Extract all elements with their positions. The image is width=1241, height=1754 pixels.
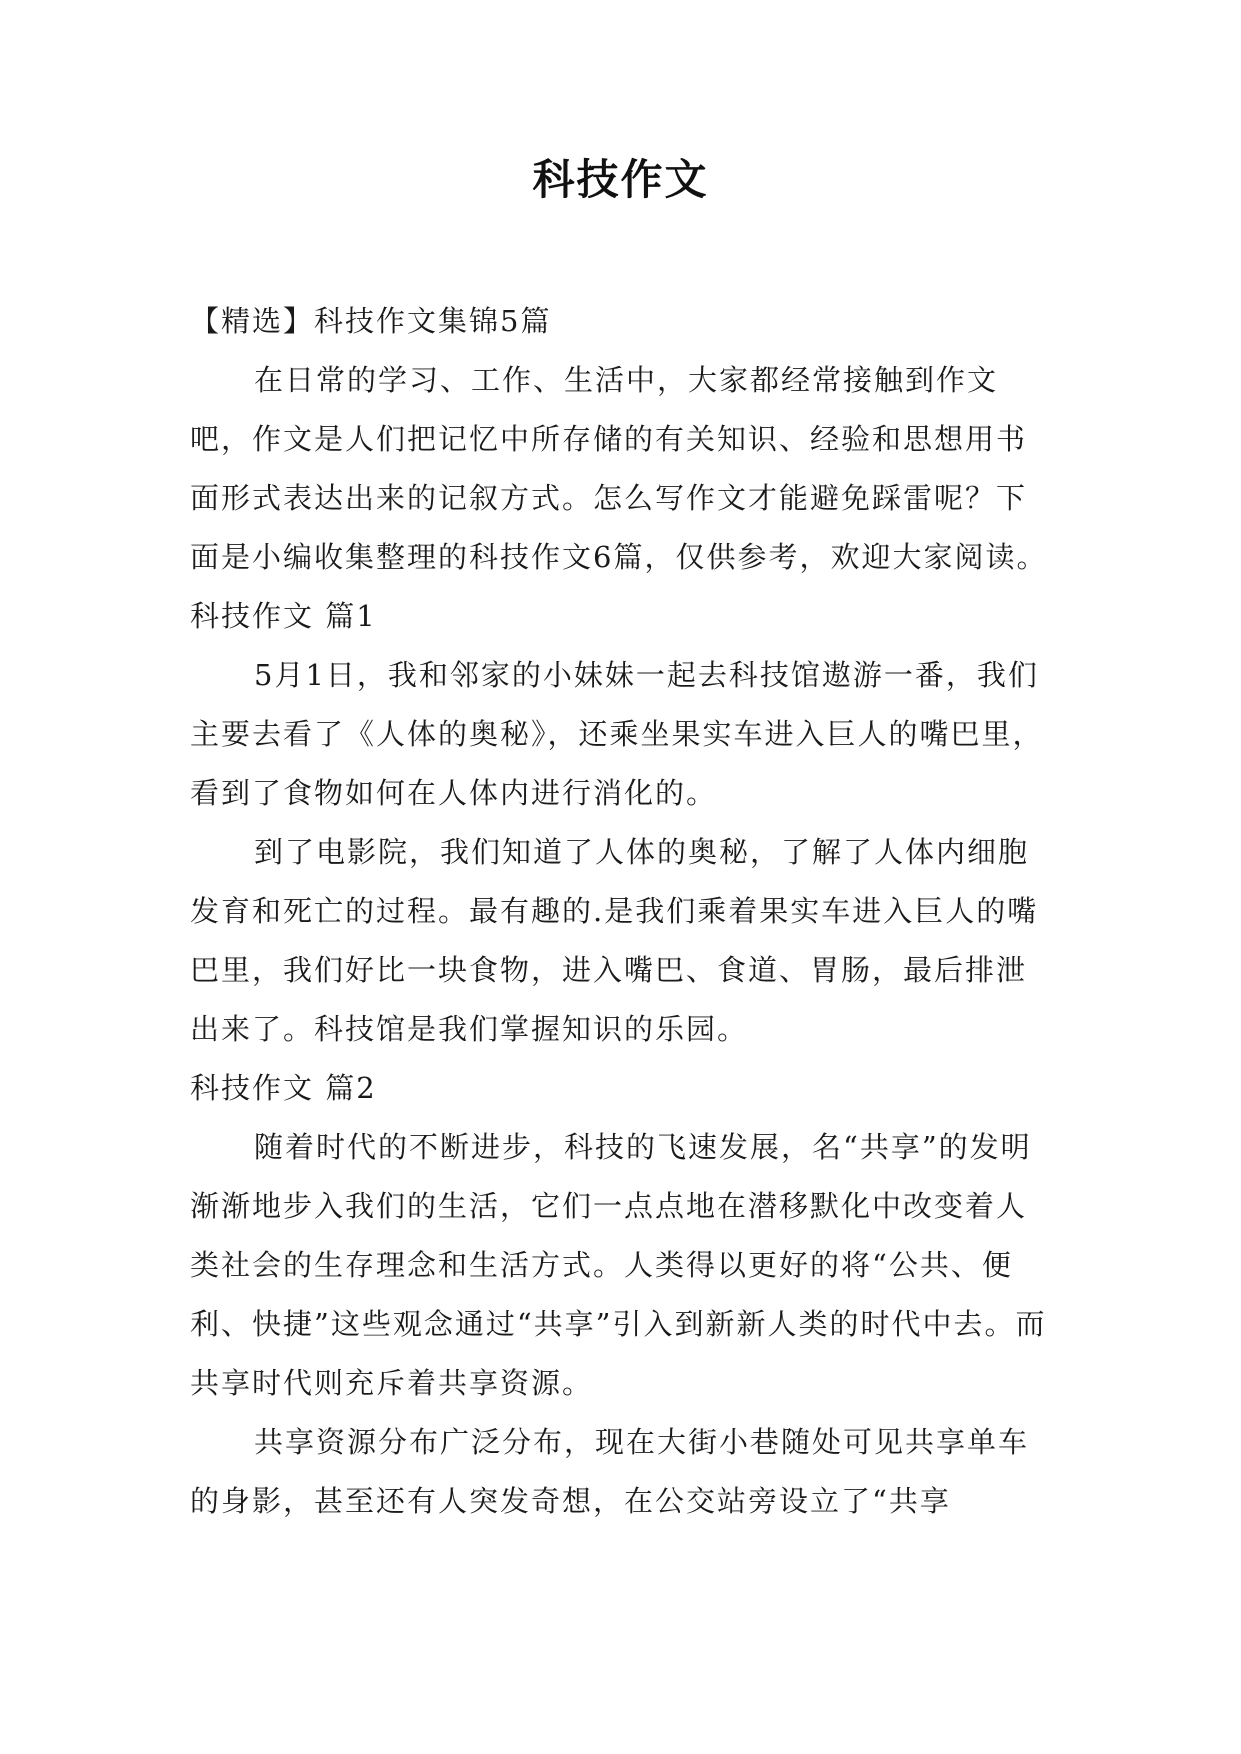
section-paragraph: 随着时代的不断进步，科技的飞速发展，名“共享”的发明渐渐地步入我们的生活，它们一点点地在潜移默化中改变着人类社会的生存理念和生活方式。人类得以更好的将“公共、便利、快捷”这些观念通过“共享”引入到新新人类的时代中去。而共享时代则充斥着共享资源。 — [190, 1130, 1047, 1400]
document-title: 科技作文 — [532, 155, 709, 204]
intro-paragraph: 在日常的学习、工作、生活中，大家都经常接触到作文吧，作文是人们把记忆中所存储的有关知识、经验和思想用书面形式表达出来的记叙方式。怎么写作文才能避免踩雷呢？下面是小编收集整理的科技作文6篇，仅供参考，欢迎大家阅读。 — [190, 363, 1048, 574]
section-heading: 科技作文 篇2 — [190, 1071, 377, 1105]
section-paragraph: 5月1日，我和邻家的小妹妹一起去科技馆遨游一番，我们主要去看了《人体的奥秘》，还乘坐果实车进入巨人的嘴巴里，看到了食物如何在人体内进行消化的。 — [190, 658, 1044, 810]
section-paragraph: 到了电影院，我们知道了人体的奥秘，了解了人体内细胞发育和死亡的过程。最有趣的.是我们乘着果实车进入巨人的嘴巴里，我们好比一块食物，进入嘴巴、食道、胃肠，最后排泄出来了。科技馆是我们掌握知识的乐园。 — [190, 835, 1039, 1046]
document-body — [190, 292, 1050, 1531]
collection-subtitle: 【精选】科技作文集锦5篇 — [190, 304, 552, 338]
section-paragraph: 共享资源分布广泛分布，现在大街小巷随处可见共享单车的身影，甚至还有人突发奇想，在公交站旁设立了“共享 — [190, 1425, 1030, 1518]
section-heading: 科技作文 篇1 — [190, 599, 377, 633]
